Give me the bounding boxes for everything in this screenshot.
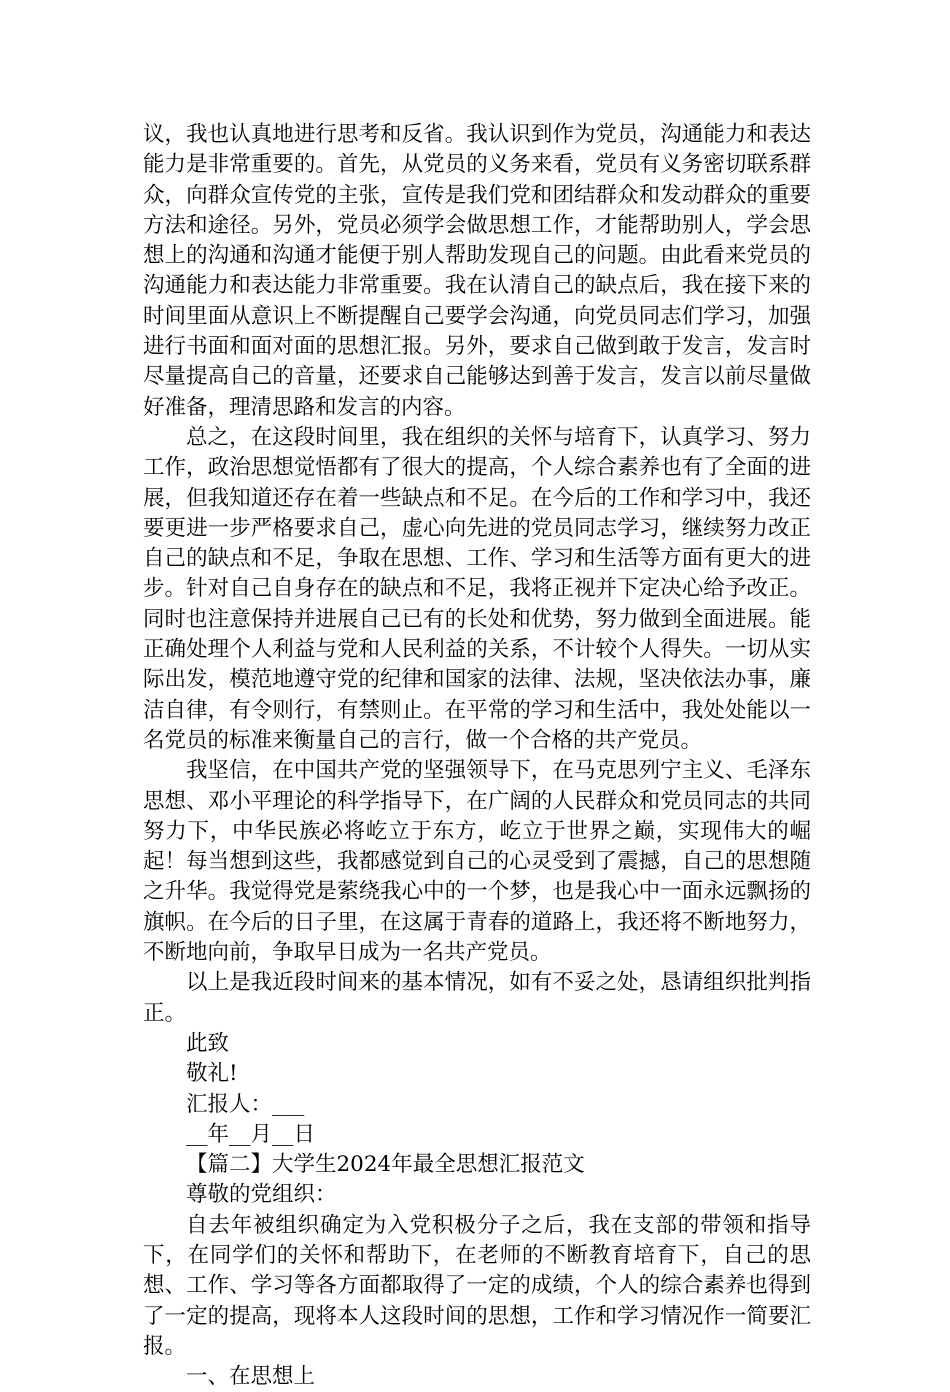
paragraph-belief: 我坚信，在中国共产党的坚强领导下，在马克思列宁主义、毛泽东思想、邓小平理论的科学指导下，在广阔的人民群众和党员同志的共同努力下，中华民族必将屹立于东方，屹立于世界之巅，实现伟大的崛起！每当想到这些，我都感觉到自己的心灵受到了震撼，自己的思想随之升华。我觉得党是萦绕我心中的一个梦，也是我心中一面永远飘扬的旗帜。在今后的日子里，在这属于青春的道路上，我还将不断地努力，不断地向前，争取早日成为一名共产党员。 [143, 758, 811, 966]
paragraph-introduction: 自去年被组织确定为入党积极分子之后，我在支部的带领和指导下，在同学们的关怀和帮助下，在老师的不断教育培育下，自己的思想、工作、学习等各方面都取得了一定的成绩，个人的综合素养也得到了一定的提高，现将本人这段时间的思想，工作和学习情况作一简要汇报。 [143, 1212, 811, 1359]
salutation-jingli: 敬礼! [186, 1061, 238, 1087]
paragraph-summary: 总之，在这段时间里，我在组织的关怀与培育下，认真学习、努力工作，政治思想觉悟都有了很大的提高，个人综合素养也有了全面的进展，但我知道还存在着一些缺点和不足。在今后的工作和学习中，我还要更进一步严格要求自己，虚心向先进的党员同志学习，继续努力改正自己的缺点和不足，争取在思想、工作、学习和生活等方面有更大的进步。针对自己自身存在的缺点和不足，我将正视并下定决心给予改正。同时也注意保持并进展自己已有的长处和优势，努力做到全面进展。能正确处理个人利益与党和人民利益的关系，不计较个人得失。一切从实际出发，模范地遵守党的纪律和国家的法律、法规，坚决依法办事，廉洁自律，有令则行，有禁则止。在平常的学习和生活中，我处处能以一名党员的标准来衡量自己的言行，做一个合格的共产党员。 [143, 424, 811, 753]
paragraph-closing-remark: 以上是我近段时间来的基本情况，如有不妥之处，恳请组织批判指正。 [143, 970, 811, 1026]
subheading-ideology: 一、在思想上 [186, 1364, 316, 1390]
date-line: __年__月__日 [186, 1121, 316, 1147]
salutation-cizhi: 此致 [186, 1030, 230, 1056]
greeting-party-organization: 尊敬的党组织： [186, 1182, 337, 1208]
section-heading-part-two: 【篇二】大学生2024年最全思想汇报范文 [186, 1152, 585, 1178]
paragraph-continued-communication: 议，我也认真地进行思考和反省。我认识到作为党员，沟通能力和表达能力是非常重要的。首先，从党员的义务来看，党员有义务密切联系群众，向群众宣传党的主张，宣传是我们党和团结群众和发动群众的重要方法和途径。另外，党员必须学会做思想工作，才能帮助别人，学会思想上的沟通和沟通才能便于别人帮助发现自己的问题。由此看来党员的沟通能力和表达能力非常重要。我在认清自己的缺点后，我在接下来的时间里面从意识上不断提醒自己要学会沟通，向党员同志们学习，加强进行书面和面对面的思想汇报。另外，要求自己做到敢于发言，发言时尽量提高自己的音量，还要求自己能够达到善于发言，发言以前尽量做好准备，理清思路和发言的内容。 [143, 122, 811, 420]
reporter-signature-line: 汇报人：___ [186, 1091, 305, 1117]
document-page [143, 120, 811, 1392]
